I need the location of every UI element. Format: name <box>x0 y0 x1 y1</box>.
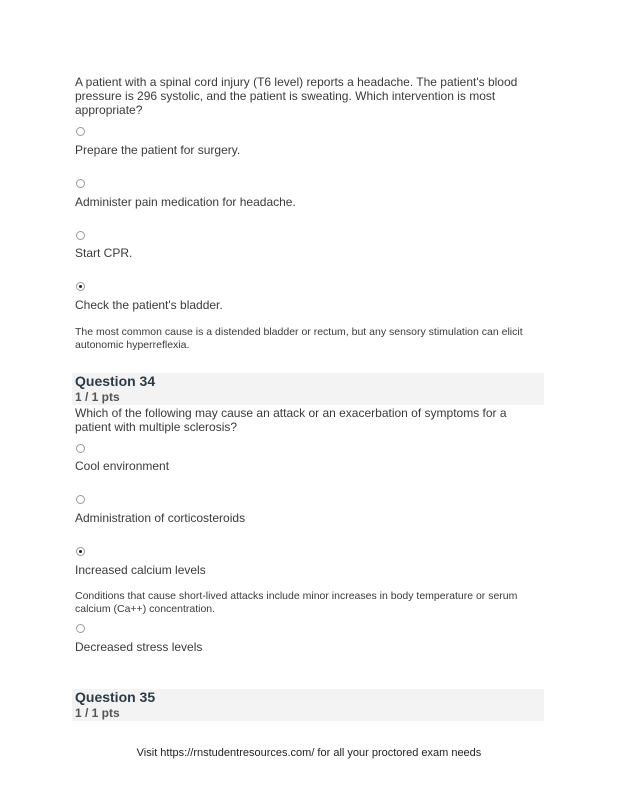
question-33-prompt: A patient with a spinal cord injury (T6 level) reports a headache. The patient's blood pressure is 296 systolic, and the patient is sweating. Which intervention is most appropriate? <box>75 75 518 117</box>
question-34-header <box>72 373 544 405</box>
question-34-title: Question 34 <box>75 373 156 389</box>
q34-option-3-radio-selected[interactable] <box>76 547 85 556</box>
q34-feedback: Conditions that cause short-lived attacks include minor increases in body temperature or serum calcium (Ca++) concentration. <box>75 590 518 615</box>
question-34-points: 1 / 1 pts <box>75 390 120 404</box>
q34-option-4-label[interactable]: Decreased stress levels <box>75 640 203 654</box>
q34-option-2-label[interactable]: Administration of corticosteroids <box>75 511 246 525</box>
q34-option-1-label[interactable]: Cool environment <box>75 459 170 473</box>
footer-promo-text: Visit https://rnstudentresources.com/ for all your proctored exam needs <box>136 747 482 759</box>
q33-option-2-label[interactable]: Administer pain medication for headache. <box>75 195 296 209</box>
q34-option-2-radio[interactable] <box>76 495 85 504</box>
q33-option-3-label[interactable]: Start CPR. <box>75 246 133 260</box>
question-35-points: 1 / 1 pts <box>75 706 120 720</box>
q33-feedback: The most common cause is a distended bladder or rectum, but any sensory stimulation can elicit autonomic hyperreflexia. <box>75 326 523 351</box>
q33-option-4-radio-selected[interactable] <box>76 282 85 291</box>
question-34-prompt: Which of the following may cause an attack or an exacerbation of symptoms for a patient with multiple sclerosis? <box>75 406 507 434</box>
q34-option-1-radio[interactable] <box>76 444 85 453</box>
q33-option-4-label[interactable]: Check the patient's bladder. <box>75 298 223 312</box>
q33-option-1-radio[interactable] <box>76 127 85 136</box>
q34-option-4-radio[interactable] <box>76 624 85 633</box>
question-35-header <box>72 689 544 721</box>
q33-option-2-radio[interactable] <box>76 179 85 188</box>
q33-option-1-label[interactable]: Prepare the patient for surgery. <box>75 143 241 157</box>
question-35-title: Question 35 <box>75 689 156 705</box>
q34-option-3-label[interactable]: Increased calcium levels <box>75 563 206 577</box>
q33-option-3-radio[interactable] <box>76 231 85 240</box>
